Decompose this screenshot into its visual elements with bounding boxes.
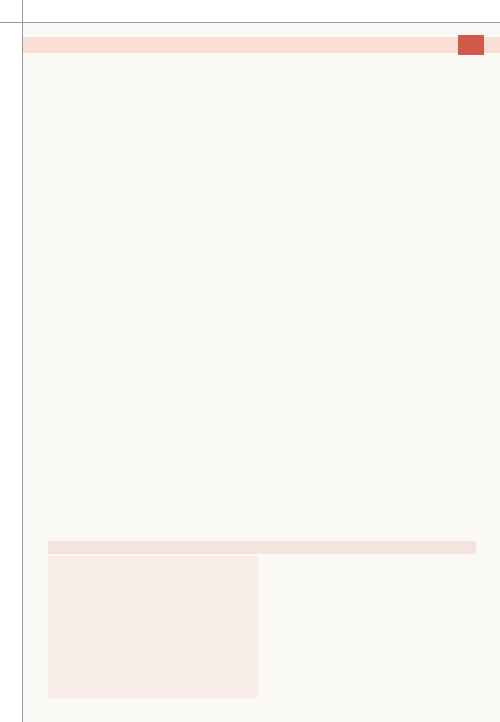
ruler-corner xyxy=(0,0,23,23)
horizontal-ruler xyxy=(0,0,500,23)
cross-reference-bar xyxy=(48,541,476,554)
section-heading-egypt-line xyxy=(48,64,466,82)
study-notes-left-column xyxy=(48,556,258,698)
vertical-ruler xyxy=(0,0,23,722)
flight-paragraph xyxy=(48,82,466,101)
scripture-body xyxy=(48,44,466,102)
